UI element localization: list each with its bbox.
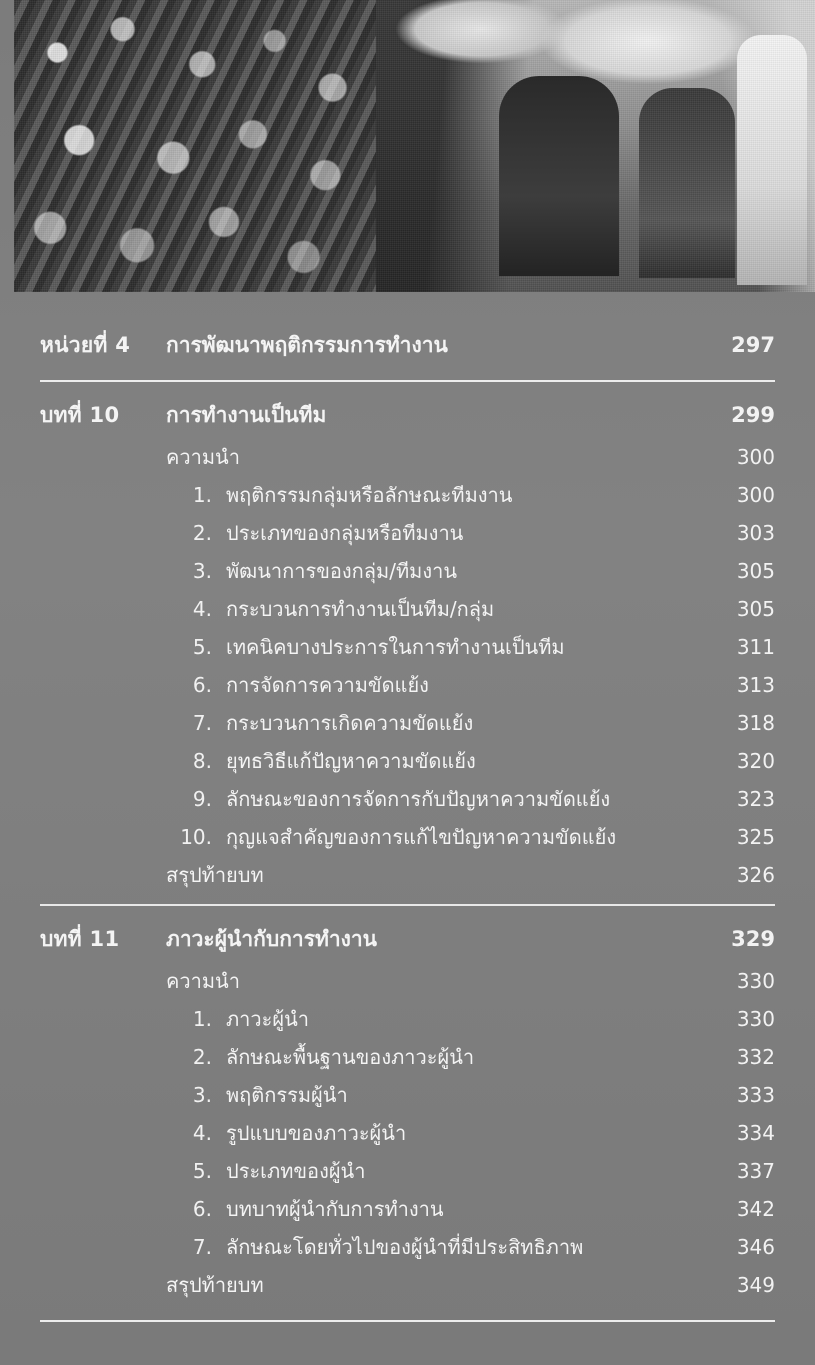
item-number: 2.	[192, 521, 212, 545]
item-number: 6.	[192, 673, 212, 697]
toc-unit-row	[0, 300, 815, 380]
toc-item-row[interactable]	[0, 1152, 815, 1190]
item-page: 320	[736, 749, 775, 773]
chapter-title: ภาวะผู้นำกับการทำงาน	[166, 927, 378, 951]
item-title: ลักษณะโดยทั่วไปของผู้นำที่มีประสิทธิภาพ	[226, 1235, 584, 1259]
item-title: การจัดการความขัดแย้ง	[226, 673, 429, 697]
toc-item-row[interactable]	[0, 1114, 815, 1152]
summary-page: 349	[736, 1273, 775, 1297]
item-number: 7.	[192, 1235, 212, 1259]
item-page: 333	[736, 1083, 775, 1107]
toc-item-row[interactable]	[0, 704, 815, 742]
item-number: 3.	[192, 559, 212, 583]
item-title: กระบวนการทำงานเป็นทีม/กลุ่ม	[226, 597, 495, 621]
divider-rule	[40, 1320, 775, 1322]
summary-page: 326	[736, 863, 775, 887]
toc-item-row[interactable]	[0, 1076, 815, 1114]
toc-item-row[interactable]	[0, 818, 815, 856]
item-title: บทบาทผู้นำกับการทำงาน	[226, 1197, 444, 1221]
table-of-contents	[0, 300, 815, 1322]
item-page: 311	[736, 635, 775, 659]
item-number: 8.	[192, 749, 212, 773]
toc-item-row[interactable]	[0, 552, 815, 590]
item-title: เทคนิคบางประการในการทำงานเป็นทีม	[226, 635, 565, 659]
chapter-title: การทำงานเป็นทีม	[166, 403, 327, 427]
item-number: 9.	[192, 787, 212, 811]
item-number: 1.	[192, 1007, 212, 1031]
figure-silhouette	[639, 88, 735, 278]
unit-label: หน่วยที่ 4	[40, 333, 131, 357]
chapter-page: 299	[731, 403, 775, 427]
toc-item-row[interactable]	[0, 1228, 815, 1266]
item-title: ประเภทของกลุ่มหรือทีมงาน	[226, 521, 464, 545]
item-title: ภาวะผู้นำ	[226, 1007, 310, 1031]
toc-item-row[interactable]	[0, 514, 815, 552]
item-title: พฤติกรรมผู้นำ	[226, 1083, 348, 1107]
toc-item-row[interactable]	[0, 590, 815, 628]
item-number: 5.	[192, 1159, 212, 1183]
item-number: 7.	[192, 711, 212, 735]
item-title: รูปแบบของภาวะผู้นำ	[226, 1121, 407, 1145]
intro-page: 300	[736, 445, 775, 469]
item-title: ลักษณะพื้นฐานของภาวะผู้นำ	[226, 1045, 475, 1069]
toc-item-row[interactable]	[0, 1000, 815, 1038]
crowd-photo	[14, 0, 376, 292]
item-page: 305	[736, 559, 775, 583]
item-page: 337	[736, 1159, 775, 1183]
item-title: ลักษณะของการจัดการกับปัญหาความขัดแย้ง	[226, 787, 611, 811]
toc-item-row[interactable]	[0, 742, 815, 780]
unit-page: 297	[731, 333, 775, 357]
item-page: 318	[736, 711, 775, 735]
toc-item-row[interactable]	[0, 780, 815, 818]
toc-chapter-row[interactable]	[0, 906, 815, 962]
toc-summary-row[interactable]	[0, 1266, 815, 1304]
item-number: 6.	[192, 1197, 212, 1221]
item-title: ประเภทของผู้นำ	[226, 1159, 366, 1183]
toc-summary-row[interactable]	[0, 856, 815, 894]
item-page: 332	[736, 1045, 775, 1069]
item-title: พัฒนาการของกลุ่ม/ทีมงาน	[226, 559, 458, 583]
toc-intro-row[interactable]	[0, 438, 815, 476]
intro-title: ความนำ	[166, 969, 240, 993]
item-page: 303	[736, 521, 775, 545]
toc-item-row[interactable]	[0, 666, 815, 704]
summary-title: สรุปท้ายบท	[166, 863, 264, 887]
item-page: 313	[736, 673, 775, 697]
spacer	[0, 894, 815, 904]
chapter-label: บทที่ 10	[40, 403, 120, 427]
item-page: 346	[736, 1235, 775, 1259]
item-title: ยุทธวิธีแก้ปัญหาความขัดแย้ง	[226, 749, 476, 773]
item-page: 330	[736, 1007, 775, 1031]
toc-item-row[interactable]	[0, 1190, 815, 1228]
item-number: 4.	[192, 597, 212, 621]
chapter-label: บทที่ 11	[40, 927, 120, 951]
photo-grain	[14, 0, 376, 292]
item-number: 2.	[192, 1045, 212, 1069]
toc-intro-row[interactable]	[0, 962, 815, 1000]
item-page: 342	[736, 1197, 775, 1221]
item-number: 4.	[192, 1121, 212, 1145]
item-page: 334	[736, 1121, 775, 1145]
spacer	[0, 1304, 815, 1320]
intro-page: 330	[736, 969, 775, 993]
item-title: กระบวนการเกิดความขัดแย้ง	[226, 711, 474, 735]
item-number: 5.	[192, 635, 212, 659]
unit-title: การพัฒนาพฤติกรรมการทำงาน	[166, 333, 448, 357]
item-number: 1.	[192, 483, 212, 507]
item-title: พฤติกรรมกลุ่มหรือลักษณะทีมงาน	[226, 483, 513, 507]
chapter-page: 329	[731, 927, 775, 951]
toc-item-row[interactable]	[0, 628, 815, 666]
item-title: กุญแจสำคัญของการแก้ไขปัญหาความขัดแย้ง	[226, 825, 617, 849]
intro-title: ความนำ	[166, 445, 240, 469]
item-page: 325	[736, 825, 775, 849]
toc-item-row[interactable]	[0, 476, 815, 514]
summary-title: สรุปท้ายบท	[166, 1273, 264, 1297]
toc-item-row[interactable]	[0, 1038, 815, 1076]
umbrella-photo	[376, 0, 815, 292]
item-number: 3.	[192, 1083, 212, 1107]
item-number: 10.	[180, 825, 212, 849]
toc-chapter-row[interactable]	[0, 382, 815, 438]
item-page: 323	[736, 787, 775, 811]
item-page: 305	[736, 597, 775, 621]
item-page: 300	[736, 483, 775, 507]
photo-strip	[14, 0, 815, 292]
figure-light	[737, 35, 807, 285]
